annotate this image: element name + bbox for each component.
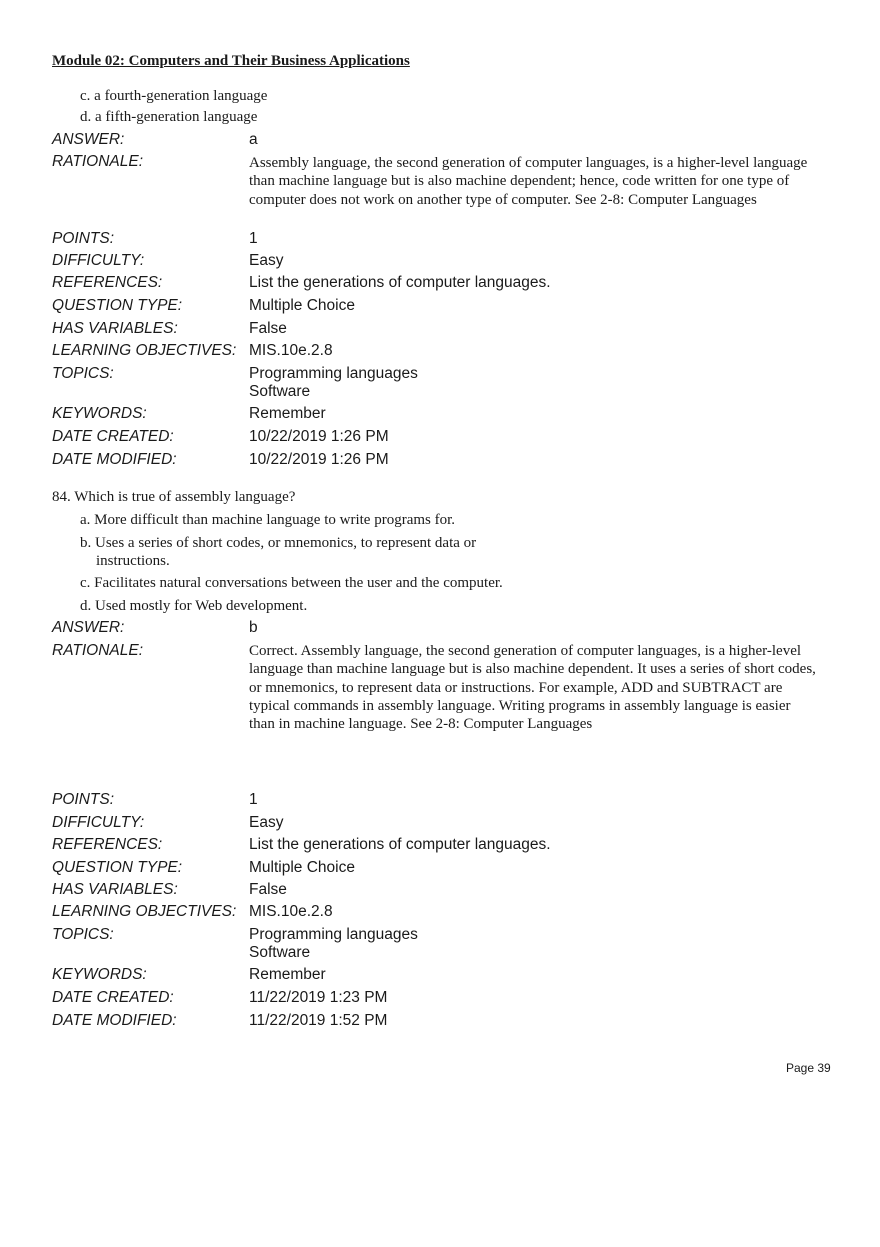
q83-date-created-value: 10/22/2019 1:26 PM: [249, 428, 389, 445]
q83-references-value: List the generations of computer languages.: [249, 274, 551, 291]
q84-has-variables-label: HAS VARIABLES:: [52, 881, 178, 898]
q84-references-value: List the generations of computer languages.: [249, 836, 551, 853]
q84-topic-item: Programming languages: [249, 926, 418, 943]
q84-topics-value: [249, 926, 418, 962]
q84-date-modified-label: DATE MODIFIED:: [52, 1012, 177, 1029]
q83-date-created-label: DATE CREATED:: [52, 428, 174, 445]
q83-difficulty-label: DIFFICULTY:: [52, 252, 145, 269]
q83-keywords-label: KEYWORDS:: [52, 405, 147, 422]
q84-question-type-value: Multiple Choice: [249, 859, 355, 876]
q83-date-modified-value: 10/22/2019 1:26 PM: [249, 451, 389, 468]
q84-rationale-text: Correct. Assembly language, the second generation of computer languages, is a higher-level language than machine language but is also machine dependent. It uses a series of short codes, or mnemonics, to represent data or instructions. For example, ADD and SUBTRACT are typical commands in assembly language. Writing programs in assembly language is easier than in machine language. See 2-8: Computer Languages: [249, 643, 816, 733]
q84-option-a: a. More difficult than machine language to write programs for.: [80, 512, 456, 528]
q83-topic-item: Software: [249, 383, 311, 400]
q83-date-modified-label: DATE MODIFIED:: [52, 451, 177, 468]
q84-learning-objectives-label: LEARNING OBJECTIVES:: [52, 903, 237, 920]
q83-rationale-label: RATIONALE:: [52, 153, 144, 170]
q83-topic-item: Programming languages: [249, 365, 418, 382]
q83-answer-label: ANSWER:: [52, 131, 125, 148]
q83-topics-label: TOPICS:: [52, 365, 114, 382]
q84-difficulty-label: DIFFICULTY:: [52, 814, 145, 831]
q84-keywords-value: Remember: [249, 966, 326, 983]
q84-references-label: REFERENCES:: [52, 836, 163, 853]
page-title: Module 02: Computers and Their Business Applications: [52, 53, 410, 69]
q84-rationale-label: RATIONALE:: [52, 642, 144, 659]
q84-learning-objectives-value: MIS.10e.2.8: [249, 903, 333, 920]
q84-answer-label: ANSWER:: [52, 619, 125, 636]
q83-learning-objectives-label: LEARNING OBJECTIVES:: [52, 342, 237, 359]
q83-question-type-value: Multiple Choice: [249, 297, 355, 314]
q83-points-label: POINTS:: [52, 230, 115, 247]
q84-keywords-label: KEYWORDS:: [52, 966, 147, 983]
q84-question-type-label: QUESTION TYPE:: [52, 859, 183, 876]
page-number: Page 39: [786, 1061, 831, 1075]
q84-option-c: c. Facilitates natural conversations between the user and the computer.: [80, 575, 503, 591]
q84-difficulty-value: Easy: [249, 814, 284, 831]
q83-difficulty-value: Easy: [249, 252, 284, 269]
q83-question-type-label: QUESTION TYPE:: [52, 297, 183, 314]
q83-topics-value: [249, 365, 418, 401]
q83-keywords-value: Remember: [249, 405, 326, 422]
q83-rationale-text: Assembly language, the second generation of computer languages, is a higher-level language than machine language but is also machine dependent; hence, code written for one type of computer does not work on another type of computer. See 2-8: Computer Languages: [249, 155, 808, 208]
q83-option-d: d. a fifth-generation language: [80, 109, 258, 125]
q84-date-created-value: 11/22/2019 1:23 PM: [249, 989, 388, 1006]
q83-has-variables-value: False: [249, 320, 287, 337]
q84-points-label: POINTS:: [52, 791, 115, 808]
q84-topic-item: Software: [249, 944, 311, 961]
q84-option-b: b. Uses a series of short codes, or mnemonics, to represent data or instructions.: [80, 535, 477, 569]
q83-option-c: c. a fourth-generation language: [80, 88, 268, 104]
q84-date-modified-value: 11/22/2019 1:52 PM: [249, 1012, 388, 1029]
q84-date-created-label: DATE CREATED:: [52, 989, 174, 1006]
q84-points-value: 1: [249, 791, 258, 808]
q84-option-d: d. Used mostly for Web development.: [80, 598, 308, 614]
q84-stem: 84. Which is true of assembly language?: [52, 489, 296, 505]
q83-points-value: 1: [249, 230, 258, 247]
q83-learning-objectives-value: MIS.10e.2.8: [249, 342, 333, 359]
q83-answer-value: a: [249, 131, 258, 148]
q84-topics-label: TOPICS:: [52, 926, 114, 943]
q84-has-variables-value: False: [249, 881, 287, 898]
q83-references-label: REFERENCES:: [52, 274, 163, 291]
q84-answer-value: b: [249, 619, 258, 636]
q83-has-variables-label: HAS VARIABLES:: [52, 320, 178, 337]
